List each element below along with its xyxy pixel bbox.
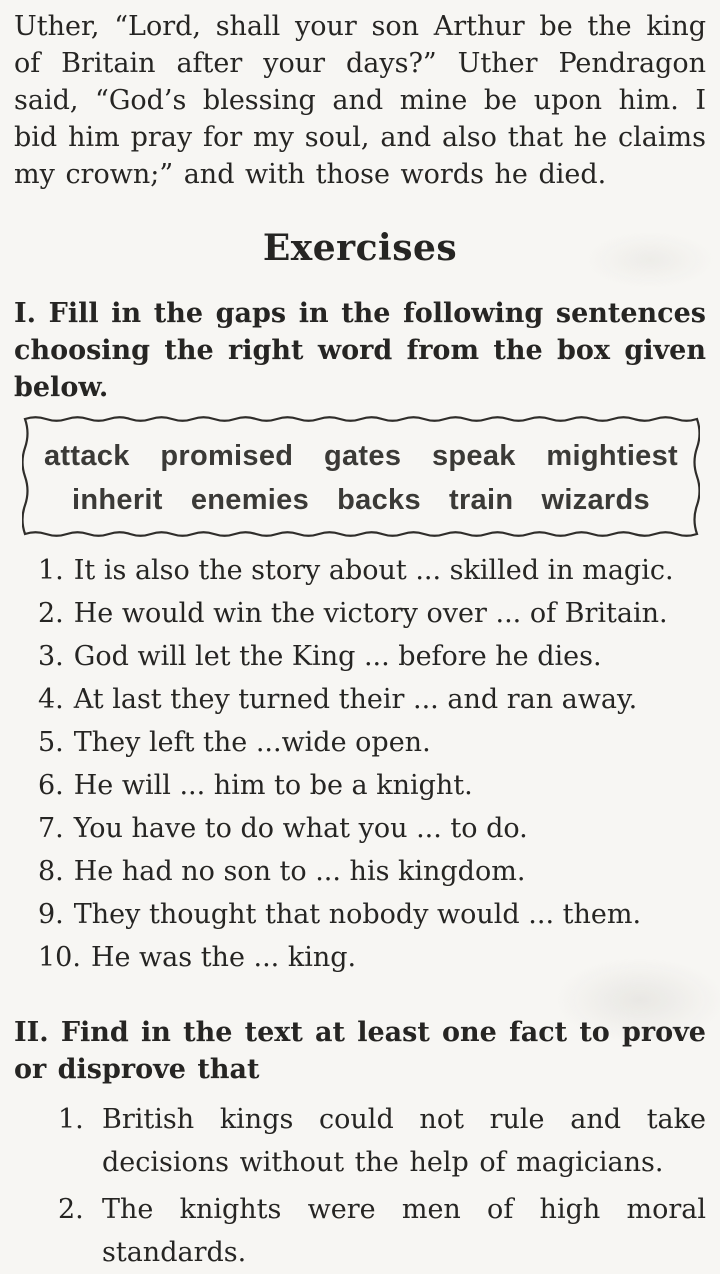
word-box-word: wizards: [541, 484, 650, 516]
exercise-item: [38, 897, 706, 933]
item-text: The knights were men of high moral standards.: [102, 1194, 706, 1268]
task2-heading: II. Find in the text at least one fact to prove or disprove that: [14, 1017, 706, 1085]
item-number: 7.: [38, 813, 64, 844]
word-box-word: backs: [337, 484, 421, 516]
word-box: [22, 416, 700, 537]
word-box-wavy-border: [22, 416, 700, 537]
exercise-item: [38, 596, 706, 632]
word-box-row-1: [38, 440, 684, 473]
item-text: They left the ...wide open.: [73, 727, 431, 758]
item-number: 2.: [58, 1194, 84, 1225]
exercise-item: [38, 725, 706, 761]
item-number: 4.: [38, 684, 64, 715]
exercise-item: [38, 811, 706, 847]
item-number: 3.: [38, 641, 64, 672]
item-text: You have to do what you ... to do.: [73, 813, 528, 844]
word-box-word: speak: [431, 440, 516, 472]
word-box-word: mightiest: [546, 440, 678, 472]
word-box-word: promised: [160, 440, 294, 472]
item-number: 6.: [38, 770, 64, 801]
word-box-word: attack: [44, 440, 130, 472]
item-text: British kings could not rule and take decisions without the help of magicians.: [102, 1104, 706, 1178]
item-text: God will let the King ... before he dies.: [73, 641, 602, 672]
item-text: He will ... him to be a knight.: [73, 770, 473, 801]
task2-list: [58, 1098, 706, 1274]
item-text: He would win the victory over ... of Britain.: [73, 598, 668, 629]
exercises-heading: Exercises: [262, 227, 458, 269]
item-number: 5.: [38, 727, 64, 758]
task1-heading: I. Fill in the gaps in the following sentences choosing the right word from the box given below.: [14, 298, 706, 403]
word-box-row-2: [38, 484, 684, 517]
exercise-item: [58, 1188, 706, 1274]
exercise-item: [38, 553, 706, 589]
item-number: 10.: [38, 942, 81, 973]
word-box-word: gates: [323, 440, 402, 472]
item-text: It is also the story about ... skilled in magic.: [73, 555, 674, 586]
word-box-word: enemies: [190, 484, 310, 516]
task2-section: [14, 1014, 706, 1274]
exercise-item: [38, 768, 706, 804]
wavy-border-path: [23, 417, 700, 536]
item-text: At last they turned their ... and ran away.: [73, 684, 638, 715]
item-number: 2.: [38, 598, 64, 629]
item-number: 8.: [38, 856, 64, 887]
exercise-item: [58, 1098, 706, 1184]
exercise-item: [38, 682, 706, 718]
item-number: 1.: [58, 1104, 84, 1135]
item-number: 9.: [38, 899, 64, 930]
exercise-item: [38, 940, 706, 976]
word-box-word: train: [449, 484, 514, 516]
exercise-item: [38, 639, 706, 675]
item-text: He was the ... king.: [90, 942, 357, 973]
exercise-item: [38, 854, 706, 890]
item-text: They thought that nobody would ... them.: [73, 899, 642, 930]
item-number: 1.: [38, 555, 64, 586]
task1-list: [38, 553, 706, 976]
word-box-word: inherit: [72, 484, 163, 516]
item-text: He had no son to ... his kingdom.: [73, 856, 526, 887]
story-paragraph: Uther, “Lord, shall your son Arthur be the king of Britain after your days?” Uther Pendragon said, “God’s blessing and mine be upon him. I bid him pray for my soul, and also that he claims my crown;” and with those words he died.: [14, 11, 706, 190]
